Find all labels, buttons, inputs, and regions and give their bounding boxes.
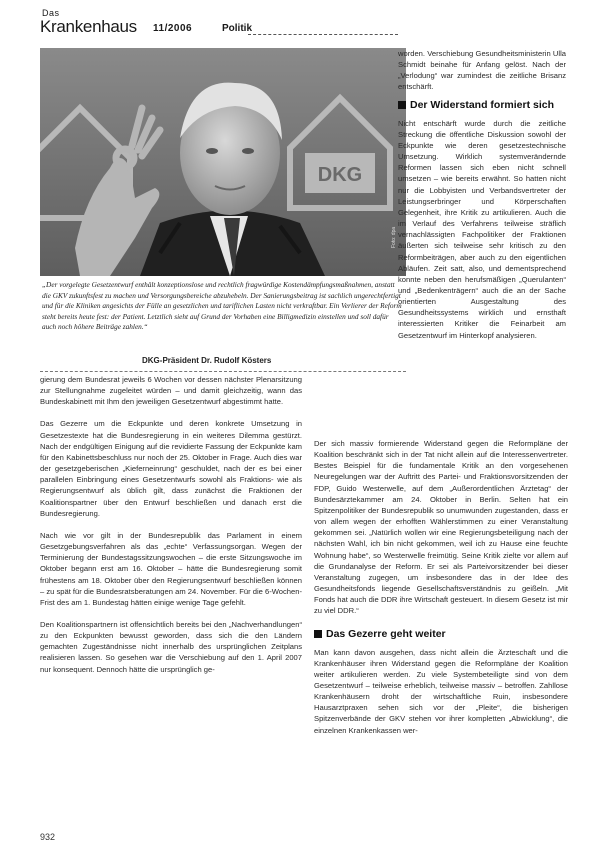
left-paragraph-4: Den Koalitionspartnern ist offensichtlich bereits bei den „Nachverhandlungen“ zu den Eckpunkten bewusst geworden, dass sich die den Ländern gemachten Zugeständnisse nicht innerhalb des ursprünglichen Zeitplans realisieren lassen. So gesehen war die Verschiebung auf den 1. April 2007 nur konsequent. Dennoch hätte die ursprünglich ge- (40, 619, 302, 674)
speaker-photo (40, 48, 406, 276)
subheading-gezerre-text: Das Gezerre geht weiter (326, 627, 446, 640)
bullet-square-icon (314, 630, 322, 638)
masthead (40, 8, 400, 44)
bullet-square-icon (398, 101, 406, 109)
right-intro-paragraph: worden. Verschiebung Gesundheitsministerin Ulla Schmidt beinahe für Anfang gelöst. Nach der „Verlodung“ war zumindest die zeitliche Brisanz entschärft. (398, 49, 566, 92)
masthead-rule (248, 34, 398, 35)
left-paragraph-3: Nach wie vor gilt in der Bundesrepublik das Parlament in einem Gesetzgebungsverfahren als das „echte“ Verfassungsorgan. Wegen der Terminierung der Bundestagssitzungswochen – die erste Sitzungswoche im Oktober begann erst am 16. Oktober – hätte die Bundesregierung somit frühestens am 18. Oktober über den Regierungsentwurf beschließen können – zu spät für die Bundesratsberatungen am 24. November. Für die 6-Wochen-Frist des am 1. Bundestag hätten einige wenige Tage gefehlt. (40, 530, 302, 607)
photo-caption: „Der vorgelegte Gesetzentwurf enthält konzeptionslose und rechtlich fragwürdige Kostendämpfungsmaßnahmen, anstatt die GKV zukunftsfest zu machen und Versorgungsbereiche abzuhebeln. Der Sanierungsbeitrag ist sachlich ungerechtfertigt und für die Kliniken angesichts der Fülle an gesetzlichen und tariflichen Lasten nicht verkraftbar. Ein Verlierer der Reform steht bereits heute fest: der Patient. Letztlich sieht auf Grund der Vorhaben eine Billigmedizin einstellen und soll dafür auch noch höhere Beiträge zahlen.“ (42, 280, 402, 331)
left-column (40, 374, 302, 686)
subheading-widerstand-text: Der Widerstand formiert sich (410, 98, 555, 111)
logo-text: DKG (317, 164, 363, 186)
left-paragraph-2: Das Gezerre um die Eckpunkte und deren konkrete Umsetzung in Gesetzestexte hat die Bundesregierung in ein weiteres Dilemma gestürzt. Nach der endgültigen Einigung auf die revidierte Fassung der Eckpunkte kam für den Kabinettsbeschluss nur noch der 25. Oktober in Frage. Auch dies war der gesetzgeberischen „Kieferneinrung“ geschuldet, nach der es bei einer parallelen Einbringung eines Gesetzentwurfs sowohl als Fraktions- wie als Regierungsentwurf als üblich gilt, dass zunächst die Fraktionen der Koalitionspartner über den Entwurf beschließen und danach erst die Bundesregierung. (40, 419, 302, 518)
speaker-photo-graphic (40, 48, 406, 276)
issue-number: 11/2006 (153, 23, 193, 34)
caption-credit: DKG-Präsident Dr. Rudolf Kösters (142, 356, 272, 365)
right-paragraph-2: Der sich massiv formierende Widerstand gegen die Reformpläne der Koalition beschränkt sich in der Tat nicht allein auf die Interessenvertreter. Bestes Beispiel für die fundamentale Kritik an den vorgesehenen Neuregelungen war der Auftritt des Partei- und Fraktionsvorsitzenden der FDP, Guido Westerwelle, auf dem „Außerordentlichen Ärztetag“ der Bundesärztekammer am 24. Oktober in Berlin. Selten hat ein Spitzenpolitiker der Bundesrepublik so unumwunden zugestanden, dass er von allem wegen der erhofften Wählerstimmen zu einer Veranstaltung gekommen sei. „Natürlich wollen wir eine Regierungsbeteiligung nach der nächsten Wahl, ich bin nicht gekommen, weil ich zu Hause eine feuchte Wohnung habe“, so Westerwelle freimütig. Seine Kritik zielte vor allem auf die Grundanalyse der Reform. Er sei als Parteivorsitzender bei dieser Veranstaltung zugegen, um insbesondere das in der Idee des Gesundheitsfonds liegende Gesellschaftsverständnis zu geißeln. „Mit Fonds hat auch die DDR ihre Wirtschaft gesteuert. In diesem Gesetz ist mir zu viel DDR.“ (314, 439, 568, 616)
right-paragraph-1: Nicht entschärft wurde durch die zeitliche Streckung die öffentliche Diskussion sowohl der Eckpunkte wie deren gesetzestechnische Umsetzung. Wirklich systemverändernde Reformen lassen sich eben nicht schnell umsetzen – wie bereits erwähnt. So hatten nicht nur die Lobbyisten und Verbandsvertreter der Leistungserbringer und Körperschaften Gelegenheit, ihre Kritik zu artikulieren. Auch die im Verlauf des Verfahrens teilweise sträflich vernachlässigten Fachpolitiker der Fraktionen äußerten sich teilweise sehr kritisch zu den Reformbeiträgen, aber auch zu den eigentlichen Abläufen. Zeit satt, also, und dementsprechend konnte neben den herufsmäßigen „Querulanten“ und „Bedenkenträgern“ auch die an der Sache orientierten Ausgestaltung des Gesundheitssystems wirklich und ernsthaft interessierten Kritiker die Feinarbeit am Gesetzentwurf im Hinterkopf analysieren. (398, 118, 566, 340)
page-number: 932 (40, 832, 56, 842)
right-paragraph-3: Man kann davon ausgehen, dass nicht allein die Ärzteschaft und die Krankenhäuser ihren Widerstand gegen die Reformpläne der Koalition weiter artikulieren werden. Zu viele Systembeteiligte sind von dem Gesetzentwurf – teilweise erheblich, teilweise massiv – betroffen. Zahllose Krankenhäusern droht der wirtschaftliche Ruin, insbesondere Hausarztpraxen sehen sich vor der „Pleite“, die bisherigen Spitzenverbände der GKV stehen vor ihrer kompletten „Abwicklung“, die einzelnen Krankenkassen wer- (314, 647, 568, 735)
photo-credit: Foto: dpa (391, 226, 397, 248)
right-column-top (398, 48, 566, 347)
left-paragraph-1: gierung dem Bundesrat jeweils 6 Wochen vor dessen nächster Plenarsitzung zur Stellungnahme zugeleitet würden – und damit gleichzeitig, wann das Bundeskabinett mit Ihm den jeweiligen Gesetzentwurf abgestimmt hatte. (40, 375, 302, 407)
section-label: Politik (222, 23, 253, 34)
right-column-bottom (314, 438, 568, 747)
subheading-widerstand (398, 99, 566, 112)
masthead-title: Krankenhaus (40, 17, 137, 36)
masthead-das: Das (42, 8, 60, 18)
subheading-gezerre (314, 628, 568, 641)
section-divider (40, 371, 406, 372)
